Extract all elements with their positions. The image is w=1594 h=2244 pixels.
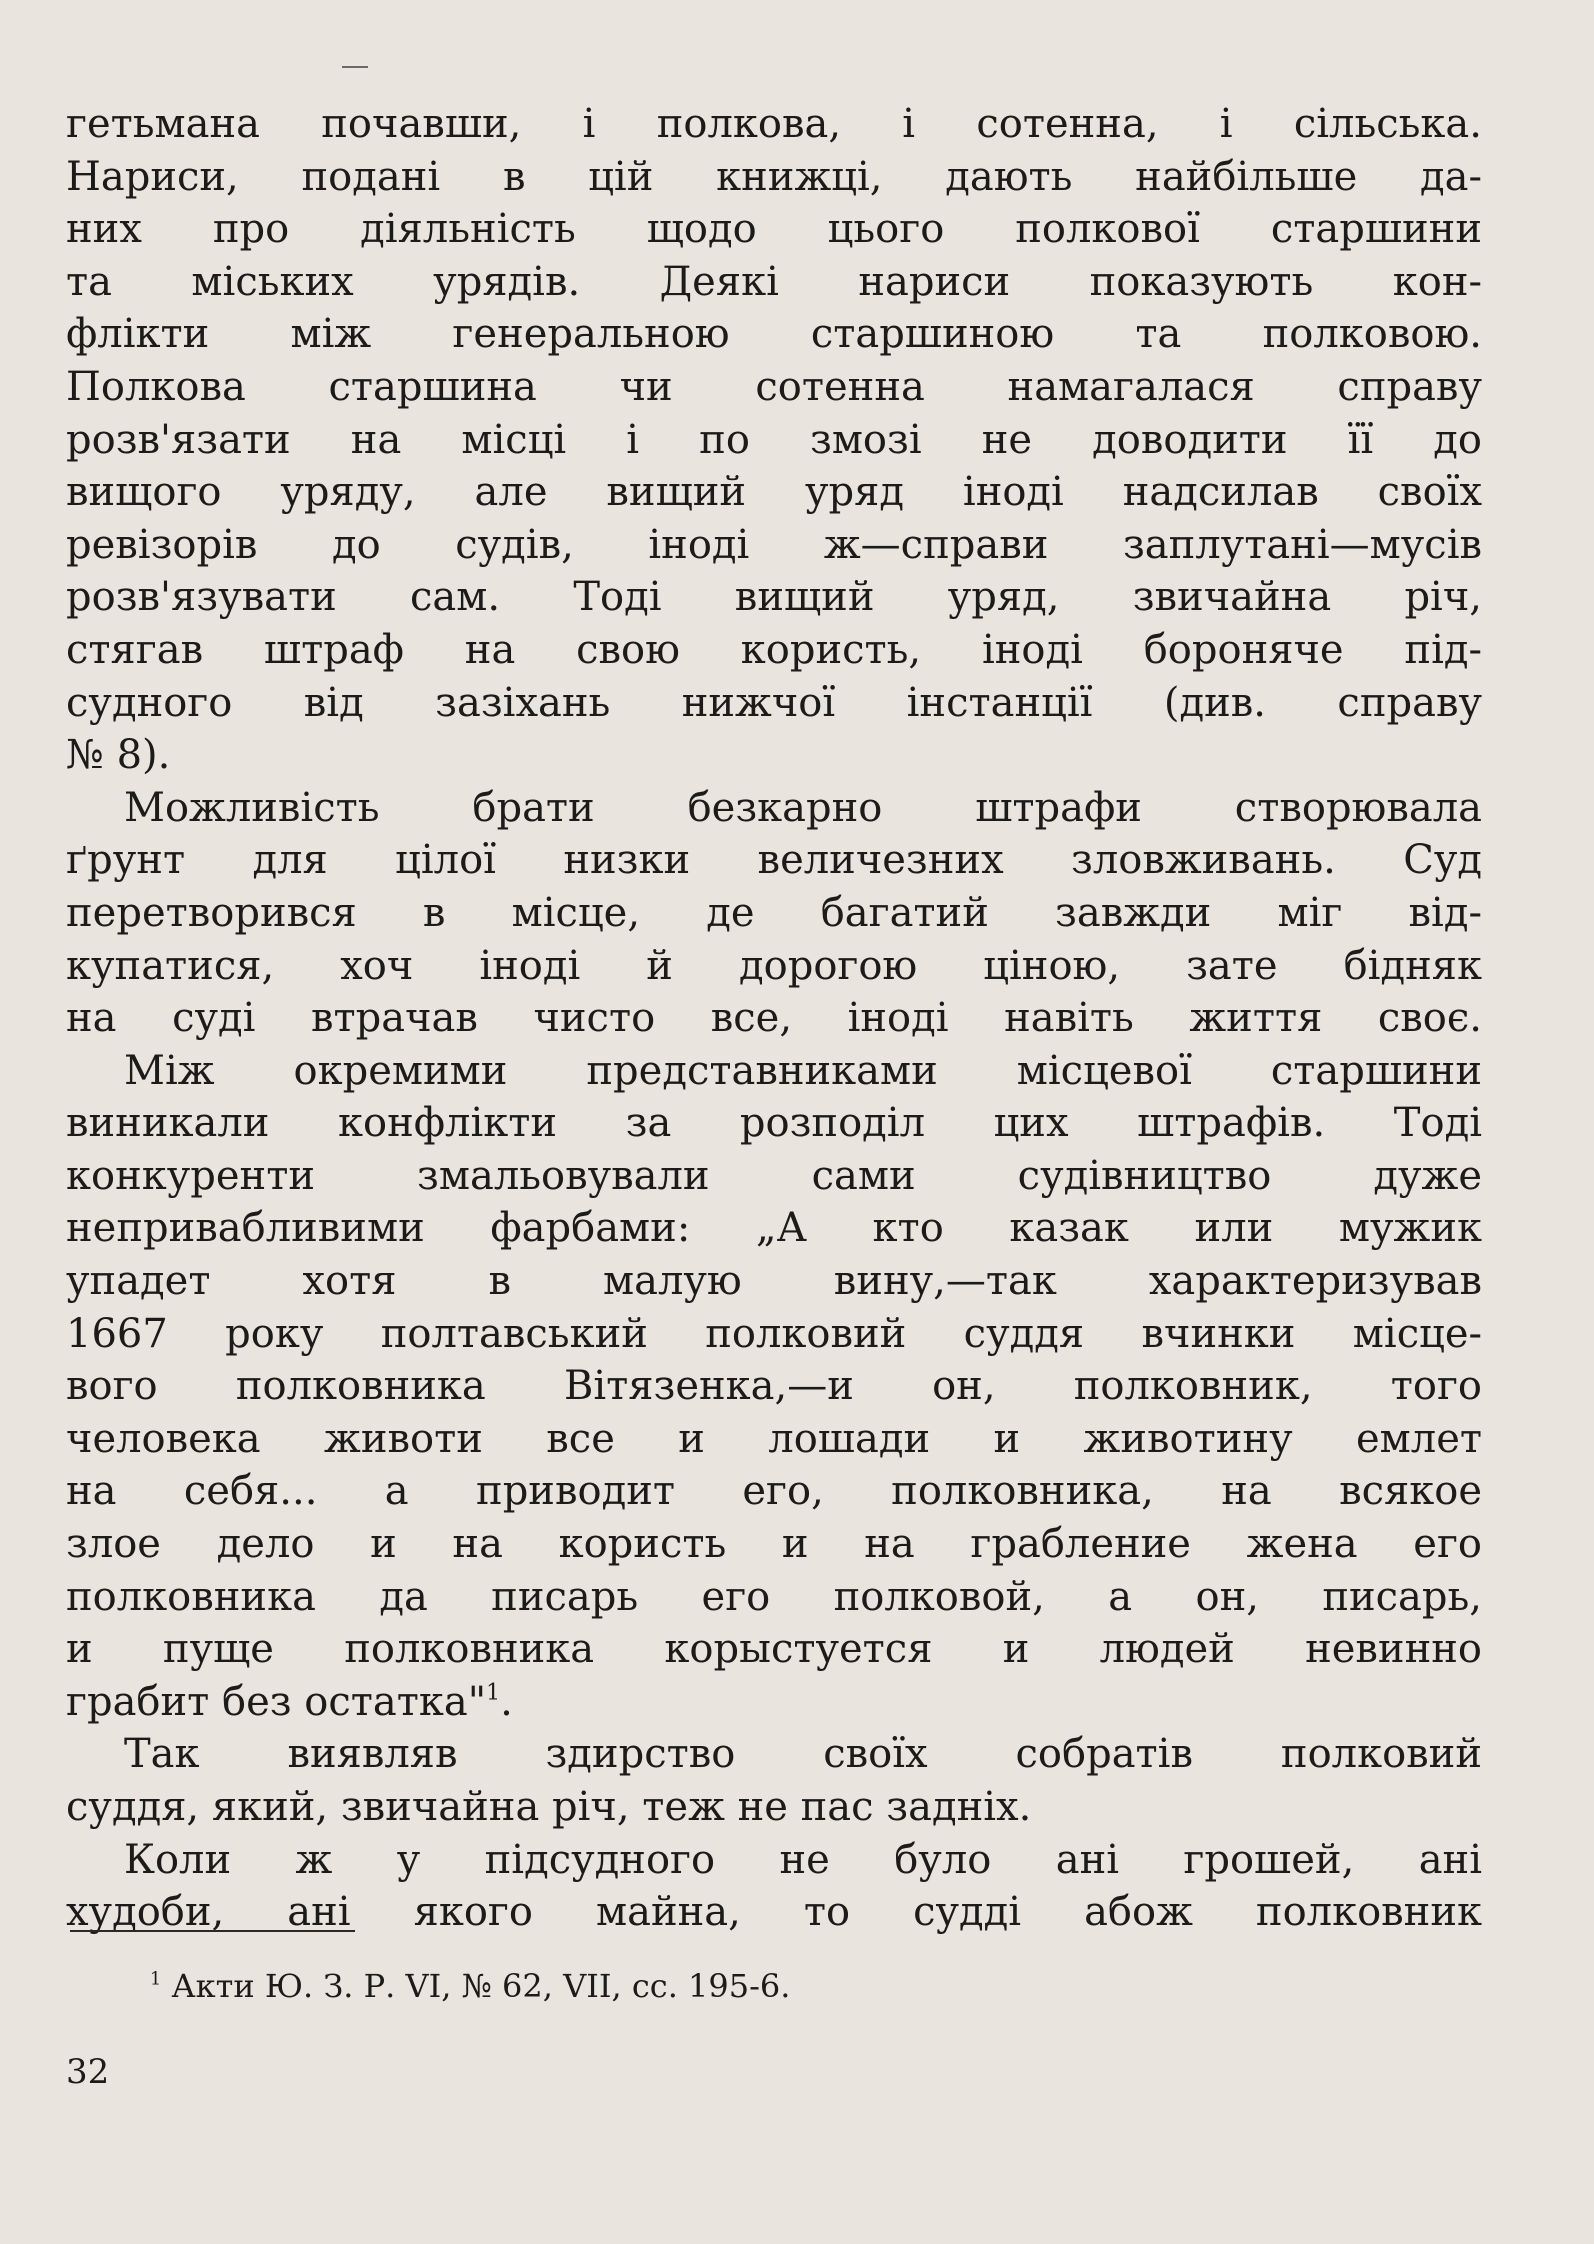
text-line: и пуще полковника корыстуется и людей невинно [66, 1626, 1482, 1673]
text-line: Нариси, подані в цій книжці, дають найбільше да- [66, 153, 1482, 200]
footnote [150, 1964, 790, 2008]
text-line: Між окремими представниками місцевої старшини [124, 1047, 1482, 1094]
text-line: Так виявляв здирство своїх собратів полковий [124, 1731, 1482, 1778]
text-line: 1667 року полтавський полковий суддя вчинки місце- [66, 1310, 1482, 1357]
text-line: суддя, який, звичайна річ, теж не пас задніх. [66, 1784, 1032, 1830]
text-line-content: грабит без остатка" [66, 1678, 487, 1725]
text-line: полковника да писарь его полковой, а он, писарь, [66, 1573, 1482, 1620]
text-line: та міських урядів. Деякі нариси показують кон- [66, 258, 1482, 305]
text-line: худоби, ані якого майна, то судді абож полковник [66, 1889, 1482, 1936]
footnote-marker: 1 [150, 1969, 162, 1990]
text-line: ґрунт для цілої низки величезних зловживань. Суд [66, 837, 1482, 884]
text-line: розв'язати на місці і по змозі не доводити її до [66, 416, 1482, 463]
text-line: виникали конфлікти за розподіл цих штрафів. Тоді [66, 1100, 1482, 1147]
footnote-reference: 1 [486, 1680, 501, 1706]
text-line: Коли ж у підсудного не було ані грошей, ані [124, 1836, 1482, 1883]
text-line: упадет хотя в малую вину,—так характеризував [66, 1258, 1482, 1305]
text-line-with-footnote-ref [66, 1676, 1482, 1729]
text-line: ревізорів до судів, іноді ж—справи заплутані—мусів [66, 521, 1482, 568]
text-line: перетворився в місце, де багатий завжди міг від- [66, 889, 1482, 936]
print-mark [342, 66, 368, 68]
text-line: стягав штраф на свою користь, іноді бороняче під- [66, 626, 1482, 673]
text-line: № 8). [66, 732, 171, 779]
page-number: 32 [66, 2052, 110, 2092]
text-line: вищого уряду, але вищий уряд іноді надсилав своїх [66, 469, 1482, 516]
text-line: на суді втрачав чисто все, іноді навіть життя своє. [66, 995, 1482, 1042]
text-line: конкуренти змальовували сами судівництво дуже [66, 1152, 1482, 1199]
text-line: человека животи все и лошади и животину емлет [66, 1415, 1482, 1462]
text-line: них про діяльність щодо цього полкової старшини [66, 206, 1482, 253]
footnote-text: Акти Ю. З. Р. VI, № 62, VII, сс. 195-6. [171, 1967, 791, 2005]
text-line: злое дело и на користь и на грабление жена его [66, 1521, 1482, 1568]
text-line: вого полковника Вітязенка,—и он, полковник, того [66, 1363, 1482, 1410]
text-line: на себя... а приводит его, полковника, на всякое [66, 1468, 1482, 1515]
text-line: купатися, хоч іноді й дорогою ціною, зате бідняк [66, 942, 1482, 989]
body-text [66, 98, 1482, 1939]
text-line: непривабливими фарбами: „А кто казак или мужик [66, 1205, 1482, 1252]
text-line: флікти між генеральною старшиною та полковою. [66, 311, 1482, 358]
footnote-divider [70, 1930, 355, 1932]
text-line: Можливість брати безкарно штрафи створювала [124, 784, 1482, 831]
text-line: Полкова старшина чи сотенна намагалася справу [66, 363, 1482, 410]
text-line: судного від зазіхань нижчої інстанції (див. справу [66, 679, 1482, 726]
sentence-period: . [500, 1678, 513, 1725]
text-line: розв'язувати сам. Тоді вищий уряд, звичайна річ, [66, 574, 1482, 621]
text-line: гетьмана почавши, і полкова, і сотенна, і сільська. [66, 101, 1482, 147]
